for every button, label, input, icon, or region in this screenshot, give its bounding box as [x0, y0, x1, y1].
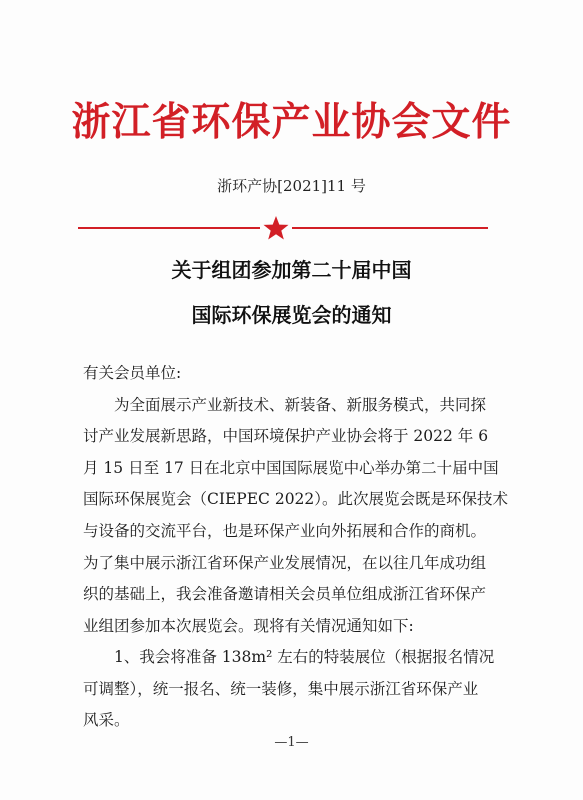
red-rule-right	[292, 227, 488, 229]
body-line: 可调整），统一报名、统一装修，集中展示浙江省环保产业	[83, 680, 479, 698]
notice-title-line-2: 国际环保展览会的通知	[191, 303, 392, 327]
body-line: 织的基础上，我会准备邀请相关会员单位组成浙江省环保产	[83, 585, 487, 603]
body-line: 与设备的交流平台，也是环保产业向外拓展和合作的商机。	[83, 522, 487, 540]
salutation: 有关会员单位:	[83, 364, 182, 382]
letterhead-title: 浙江省环保产业协会文件	[71, 99, 512, 145]
body-line: 讨产业发展新思路，中国环境保护产业协会将于 2022 年 6	[83, 427, 489, 445]
red-rule-left	[78, 227, 260, 229]
page-number: —1—	[274, 735, 309, 750]
body-line: 国际环保展览会（CIEPEC 2022）。此次展览会既是环保技术	[83, 490, 509, 508]
list-item: 1、我会将准备 138m² 左右的特装展位（根据报名情况	[114, 648, 495, 666]
body-line: 月 15 日至 17 日在北京中国国际展览中心举办第二十届中国	[83, 459, 499, 477]
body-line: 为了集中展示浙江省环保产业发展情况，在以往几年成功组	[83, 554, 487, 572]
document-number: 浙环产协[2021]11 号	[217, 177, 366, 195]
star-icon	[262, 215, 290, 241]
body-line: 风采。	[83, 711, 130, 729]
body-line: 业组团参加本次展览会。现将有关情况通知如下:	[83, 617, 414, 635]
body-line: 为全面展示产业新技术、新装备、新服务模式，共同探	[114, 396, 487, 414]
notice-title-line-1: 关于组团参加第二十届中国	[171, 258, 412, 282]
